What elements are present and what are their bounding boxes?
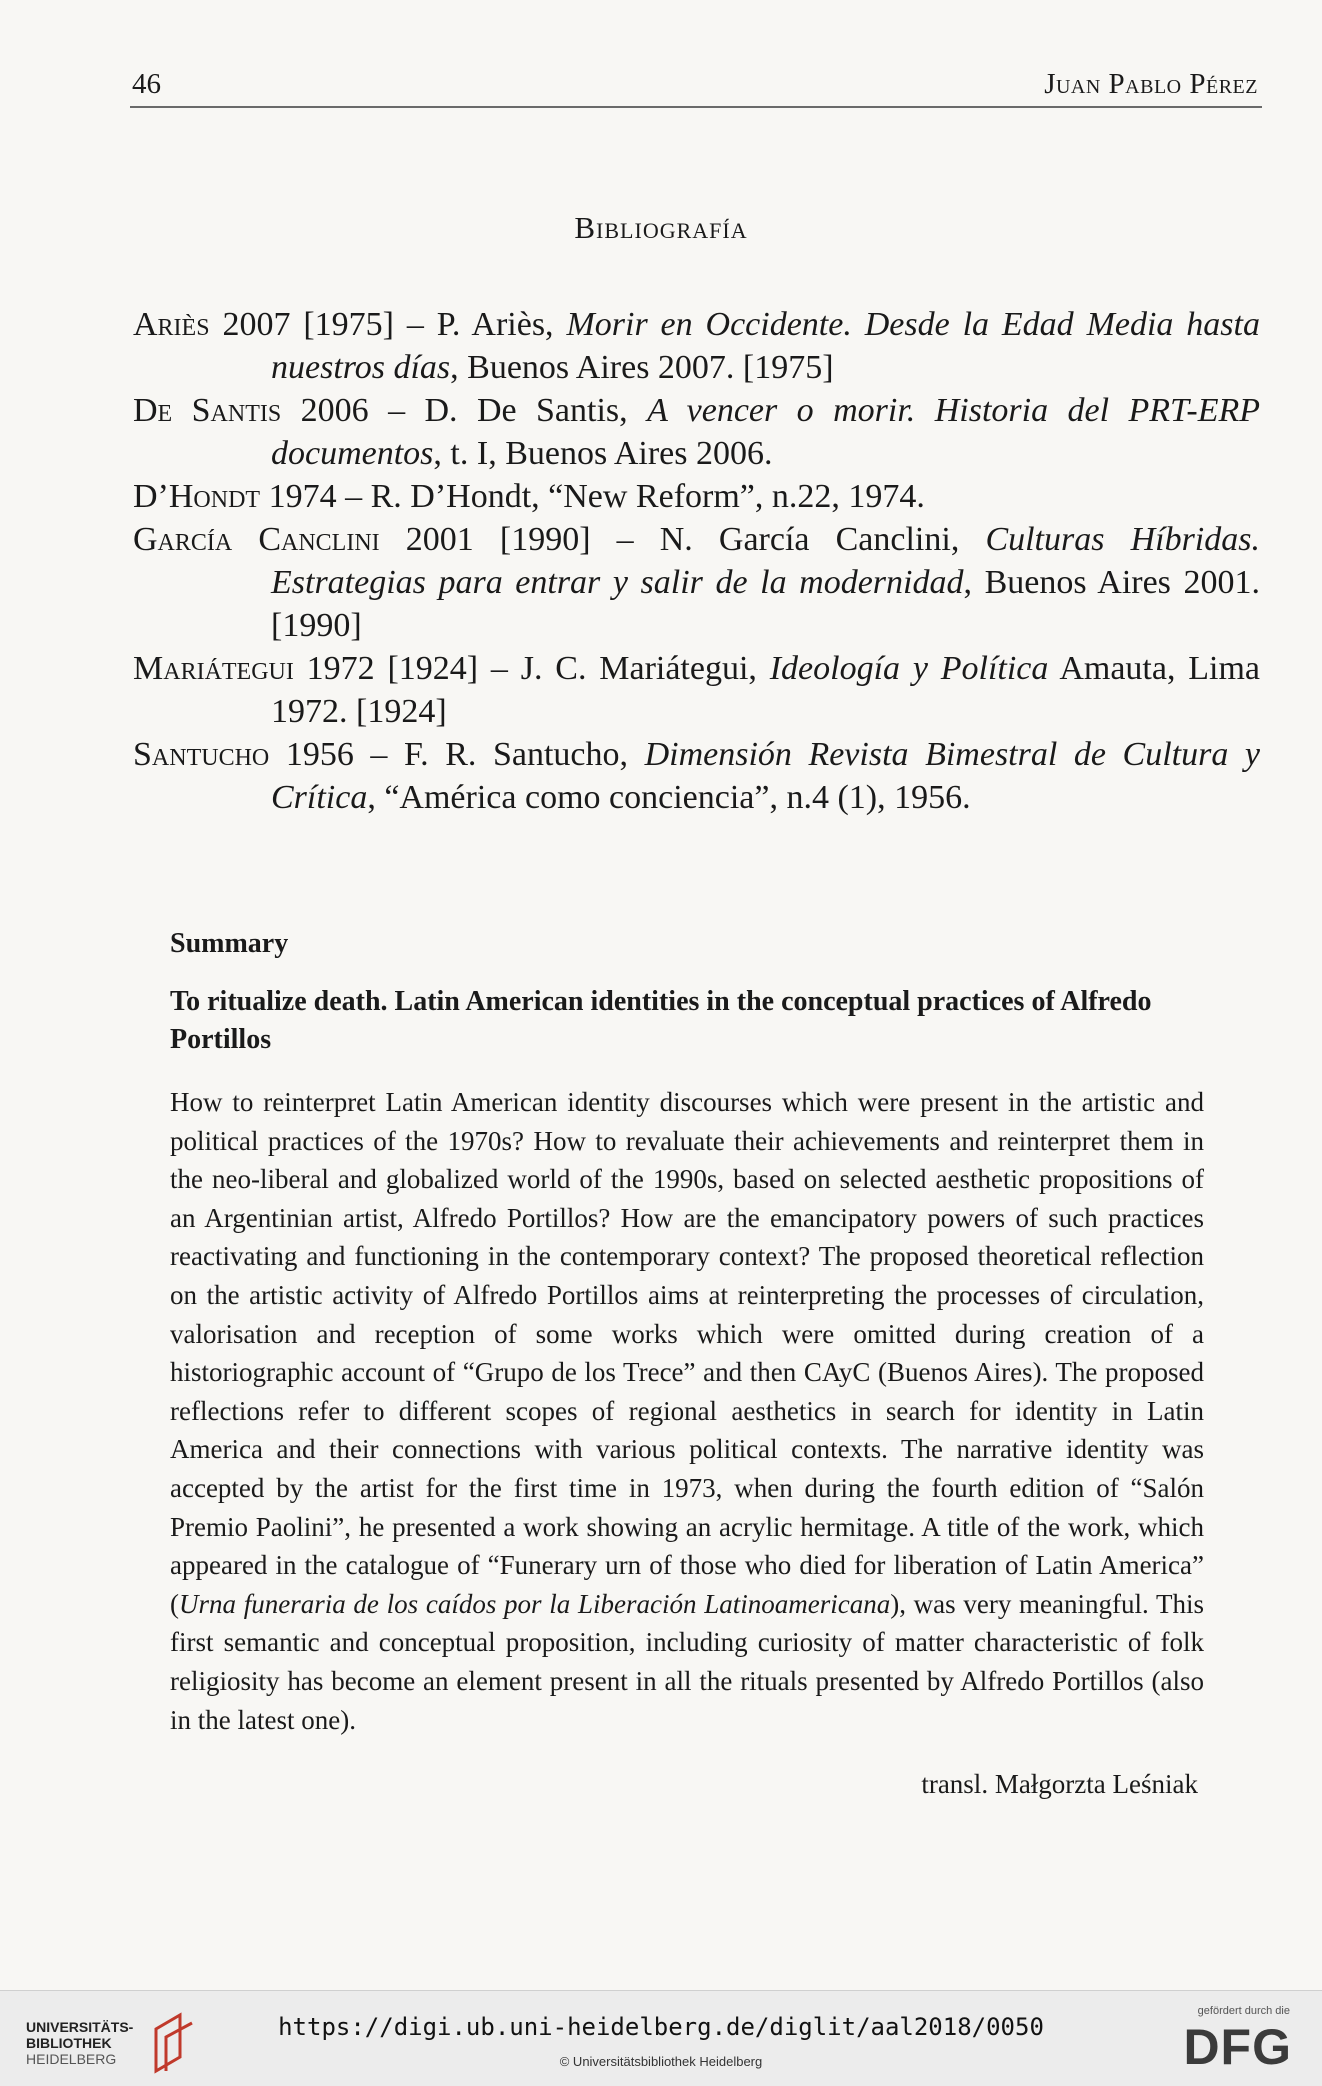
page-number: 46: [132, 68, 161, 100]
bibliography-entry: [133, 518, 1260, 647]
bibliography-entry: [133, 647, 1260, 733]
funder-note: gefördert durch die: [1197, 2005, 1290, 2017]
bibliography-entry: [133, 475, 1260, 518]
library-line: HEIDELBERG: [26, 2051, 117, 2067]
bibliography-entry: [133, 389, 1260, 475]
entry-tail: , Buenos Aires 2001. [1990]: [271, 564, 1260, 644]
entry-tail: , t. I, Buenos Aires 2006.: [433, 435, 773, 472]
running-header: [130, 62, 1262, 108]
entry-text: 1974 – R. D’Hondt, “New Reform”, n.22, 1974.: [260, 478, 925, 515]
permalink-url[interactable]: https://digi.ub.uni-heidelberg.de/diglit/aal2018/0050: [278, 2013, 1044, 2041]
summary-text: How to reinterpret Latin American identity discourses which were present in the artistic and political practices of the 1970s? How to revaluate their achievements and reinterpret them in the neo-liberal and globalized world of the 1990s, based on selected aesthetic propositions of an Argentinian artist, Alfredo Portillos? How are the emancipatory powers of such practices reactivating and functioning in the contemporary context? The proposed theoretical reflection on the artistic activity of Alfredo Portillos aims at reinterpreting the processes of circulation, valorisation and reception of some works which were omitted during creation of a historiographic account of “Grupo de los Trece” and then CAyC (Buenos Aires). The proposed reflections refer to different scopes of regional aesthetics in search for identity in Latin America and their connections with various political contexts. The narrative identity was accepted by the artist for the first time in 1973, when during the fourth edition of “Salón Premio Paolini”, he presented a work showing an acrylic hermitage. A title of the work, which appeared in the catalogue of “Funerary urn of those who died for liberation of Latin America” (: [170, 1087, 1204, 1619]
entry-title: Morir en Occidente. Desde la Edad Media hasta nuestros días: [271, 306, 1260, 386]
dfg-logo: DFG: [1183, 2019, 1292, 2075]
summary-title: To ritualize death. Latin American identities in the conceptual practices of Alfredo Portillos: [170, 986, 1152, 1055]
copyright-notice: © Universitätsbibliothek Heidelberg: [559, 2054, 763, 2069]
library-line: BIBLIOTHEK: [26, 2035, 112, 2051]
bibliography-list: [133, 303, 1260, 819]
entry-title: Ideología y Política: [769, 650, 1049, 687]
translator-credit: transl. Małgorzta Leśniak: [921, 1769, 1198, 1800]
entry-author: Ariès: [133, 306, 210, 343]
entry-text: 2006 – D. De Santis,: [281, 392, 648, 429]
library-line: UNIVERSITÄTS-: [26, 2019, 134, 2035]
bibliography-heading: Bibliografía: [574, 210, 748, 245]
summary-body: [170, 1083, 1204, 1739]
entry-text: 1972 [1924] – J. C. Mariátegui,: [293, 650, 770, 687]
entry-title: Culturas Híbridas. Estrategias para entrar y salir de la modernidad: [271, 521, 1260, 601]
entry-author: Santucho: [133, 736, 270, 773]
bibliography-entry: [133, 733, 1260, 819]
running-title: Juan Pablo Pérez: [1044, 68, 1258, 100]
bibliography-entry: [133, 303, 1260, 389]
entry-text: 1956 – F. R. Santucho,: [269, 736, 645, 773]
digitization-footer: [0, 1990, 1322, 2086]
entry-text: 2007 [1975] – P. Ariès,: [209, 306, 567, 343]
entry-author: García Canclini: [133, 521, 380, 558]
entry-tail: , Buenos Aires 2007. [1975]: [450, 349, 834, 386]
summary-label: Summary: [170, 928, 289, 959]
entry-title: A vencer o morir. Historia del PRT-ERP documentos: [271, 392, 1260, 472]
entry-tail: , “América como conciencia”, n.4 (1), 1956.: [367, 779, 971, 816]
entry-text: 2001 [1990] – N. García Canclini,: [379, 521, 986, 558]
entry-author: De Santis: [133, 392, 282, 429]
entry-title: Dimensión Revista Bimestral de Cultura y Crítica: [271, 736, 1260, 816]
summary-italic-title: Urna funeraria de los caídos por la Liberación Latinoamericana: [179, 1588, 891, 1619]
entry-author: Mariátegui: [133, 650, 294, 687]
entry-author: D’Hondt: [133, 478, 261, 515]
entry-tail: Amauta, Lima 1972. [1924]: [271, 650, 1261, 730]
summary-section: [170, 925, 1204, 1800]
summary-text-end: ), was very meaningful. This first semantic and conceptual proposition, including curiosity of matter characteristic of folk religiosity has become an element present in all the rituals presented by Alfredo Portillos (also in the latest one).: [170, 1588, 1204, 1735]
